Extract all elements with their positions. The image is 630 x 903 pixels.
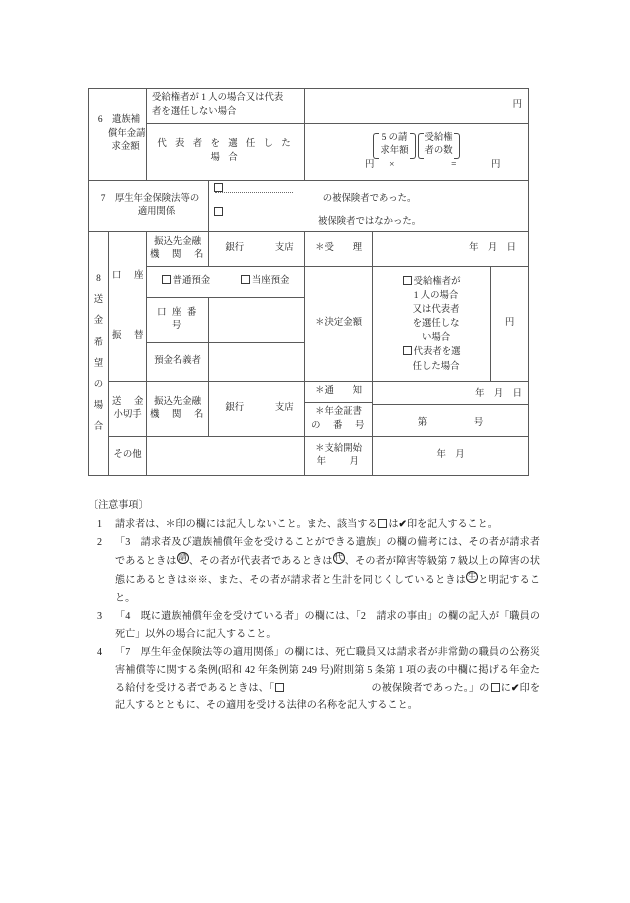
- section7-options: [209, 181, 529, 232]
- note-number: 1: [97, 518, 103, 530]
- office-shikyuu-date-field[interactable]: 年 月: [373, 437, 529, 476]
- bracket-group-beneficiary-count: 受給権 者の数: [418, 132, 460, 157]
- section7-label: 7 厚生年金保険法等の 適用関係: [89, 181, 209, 232]
- checkmark-icon: ✔: [511, 682, 520, 694]
- note-text: と明記すること。: [115, 574, 541, 604]
- section8-vertical-label: 8 送 金 希 望 の 場 合: [89, 232, 109, 476]
- note-text: の被保険者であった。」の: [371, 682, 490, 694]
- kogitte-bank-name-field[interactable]: 銀行 支店: [209, 382, 305, 437]
- office-tsuuchi-label: ＊通 知: [305, 382, 372, 403]
- note-text: 、その者が代表者であるときは: [188, 555, 333, 567]
- deposit-option-futsu[interactable]: 普通預金: [162, 275, 211, 289]
- checkbox-icon[interactable]: [403, 346, 412, 355]
- account-holder-label: 預金名義者: [147, 343, 209, 382]
- section7-row: [89, 181, 529, 232]
- kettei-option-2[interactable]: 代表者を選: [376, 345, 487, 359]
- notes-section: [88, 497, 540, 715]
- checkbox-icon[interactable]: [162, 275, 171, 284]
- office-juri-date-field[interactable]: 年 月 日: [373, 232, 529, 267]
- deposit-option-touza[interactable]: 当座預金: [241, 275, 290, 289]
- checkbox-icon: [378, 519, 387, 528]
- office-notify-pension-values: [373, 382, 529, 437]
- checkmark-icon: ✔: [398, 518, 407, 530]
- section8-bank-row: [89, 232, 529, 267]
- notes-title: 〔注意事項〕: [88, 500, 149, 511]
- checkbox-icon[interactable]: [403, 276, 412, 285]
- checkbox-icon: [491, 683, 500, 692]
- bank-name-field[interactable]: 銀行 支店: [209, 232, 305, 267]
- note-item: [88, 608, 540, 644]
- account-number-field[interactable]: [209, 298, 305, 343]
- note-text: 「4 既に遺族補償年金を受けている者」の欄には、「2 請求の事由」の欄の記入が「職員の死亡」以外の場合に記入すること。: [115, 610, 540, 640]
- checkbox-icon[interactable]: [241, 275, 250, 284]
- office-shikyuu-label: ＊支給開始 年 月: [305, 437, 373, 476]
- section6-row1-amount-field[interactable]: 円: [305, 89, 529, 124]
- method-kouza-furikae-label: 口 座 振 替: [109, 232, 147, 382]
- office-kettei-options: 受給権者が 1 人の場合 又は代表者 を選任しな い場合 代表者を選 任した場合: [373, 267, 491, 382]
- checkbox-icon[interactable]: [214, 183, 223, 192]
- bank-name-label: 振込先金融 機 関 名: [147, 232, 209, 267]
- section6-label: 6 遺族補 償年金請 求金額: [89, 89, 147, 181]
- note-text: は: [388, 518, 399, 530]
- kettei-option-1[interactable]: 受給権者が: [376, 275, 487, 289]
- note-text: に: [500, 682, 511, 694]
- note-item: [88, 516, 540, 534]
- office-kettei-label: ＊決定金額: [305, 267, 373, 382]
- circled-character-icon: 生: [467, 570, 477, 581]
- office-shousho-number-field[interactable]: 第 号: [417, 418, 484, 429]
- note-text: 「7 厚生年金保険法等の適用関係」の欄には、死亡職員又は請求者が非常勤の職員の公務災害補償等に関する条例(昭和 42 年条例第 249 号)附則第 5 条第 1 項の表の中欄に掲げる年金たる給付を受ける者であるときは、「: [115, 646, 540, 694]
- note-number: 3: [97, 610, 103, 622]
- note-item: [88, 644, 540, 716]
- account-number-label: 口 座 番 号: [147, 298, 209, 343]
- section7-option-2[interactable]: 被保険者ではなかった。: [214, 207, 525, 230]
- checkbox-icon: [275, 683, 284, 692]
- section6-row1-label: 受給権者が 1 人の場合又は代表 者を選任しない場合: [147, 89, 305, 124]
- section8-deposit-type-row: [89, 267, 529, 298]
- note-text: 請求者は、＊印の欄には記入しないこと。また、該当する: [115, 518, 378, 530]
- section6-row1: [89, 89, 529, 124]
- method-kogitte-label: 送 金 小切手: [109, 382, 147, 437]
- circled-character-icon: 代: [334, 551, 343, 562]
- office-juri-label: ＊受 理: [305, 232, 373, 267]
- note-text: 印を記入するとともに、その適用を受ける法律の名称を記入すること。: [115, 682, 541, 712]
- section6-row2-label: 代 表 者 を 選 任 し た 場 合: [147, 124, 305, 181]
- section8-kogitte-row: [89, 382, 529, 437]
- account-holder-field[interactable]: [209, 343, 305, 382]
- office-tsuuchi-date-field[interactable]: 年 月 日: [373, 385, 528, 406]
- note-item: [88, 534, 540, 608]
- section8-sonota-row: [89, 437, 529, 476]
- note-text: 「3 請求者及び遺族補償年金を受けることができる遺族」の欄の備考には、その者が請求者であるときは: [115, 536, 540, 567]
- office-shousho-label: ＊年金証書 の 番 号: [311, 406, 366, 431]
- method-sonota-label: その他: [109, 437, 147, 476]
- section7-option-1[interactable]: の被保険者であった。: [214, 183, 525, 207]
- section6-row2-formula[interactable]: 5 の請 求年額 受給権 者の数 円 × = 円: [305, 124, 529, 181]
- circled-character-icon: 請: [178, 551, 187, 562]
- bracket-group-annual-amount: 5 の請 求年額: [373, 132, 415, 157]
- claim-form-table: [88, 88, 529, 476]
- note-number: 2: [97, 536, 103, 548]
- section6-row2: [89, 124, 529, 181]
- office-kettei-amount-field[interactable]: 円: [491, 267, 529, 382]
- deposit-type-options: [147, 267, 305, 298]
- notes-list: [88, 516, 540, 715]
- checkbox-icon[interactable]: [214, 207, 223, 216]
- sonota-field[interactable]: [147, 437, 305, 476]
- note-number: 4: [97, 646, 103, 658]
- note-text: 、その者が障害等級第 7 級以上の障害の状態にあるときは※※、また、その者が請求者と生計を同じくしているときは: [115, 555, 541, 586]
- office-notify-pension-stack: [305, 382, 373, 437]
- note-text: 印を記入すること。: [407, 518, 498, 530]
- kogitte-bank-name-label: 振込先金融 機 関 名: [147, 382, 209, 437]
